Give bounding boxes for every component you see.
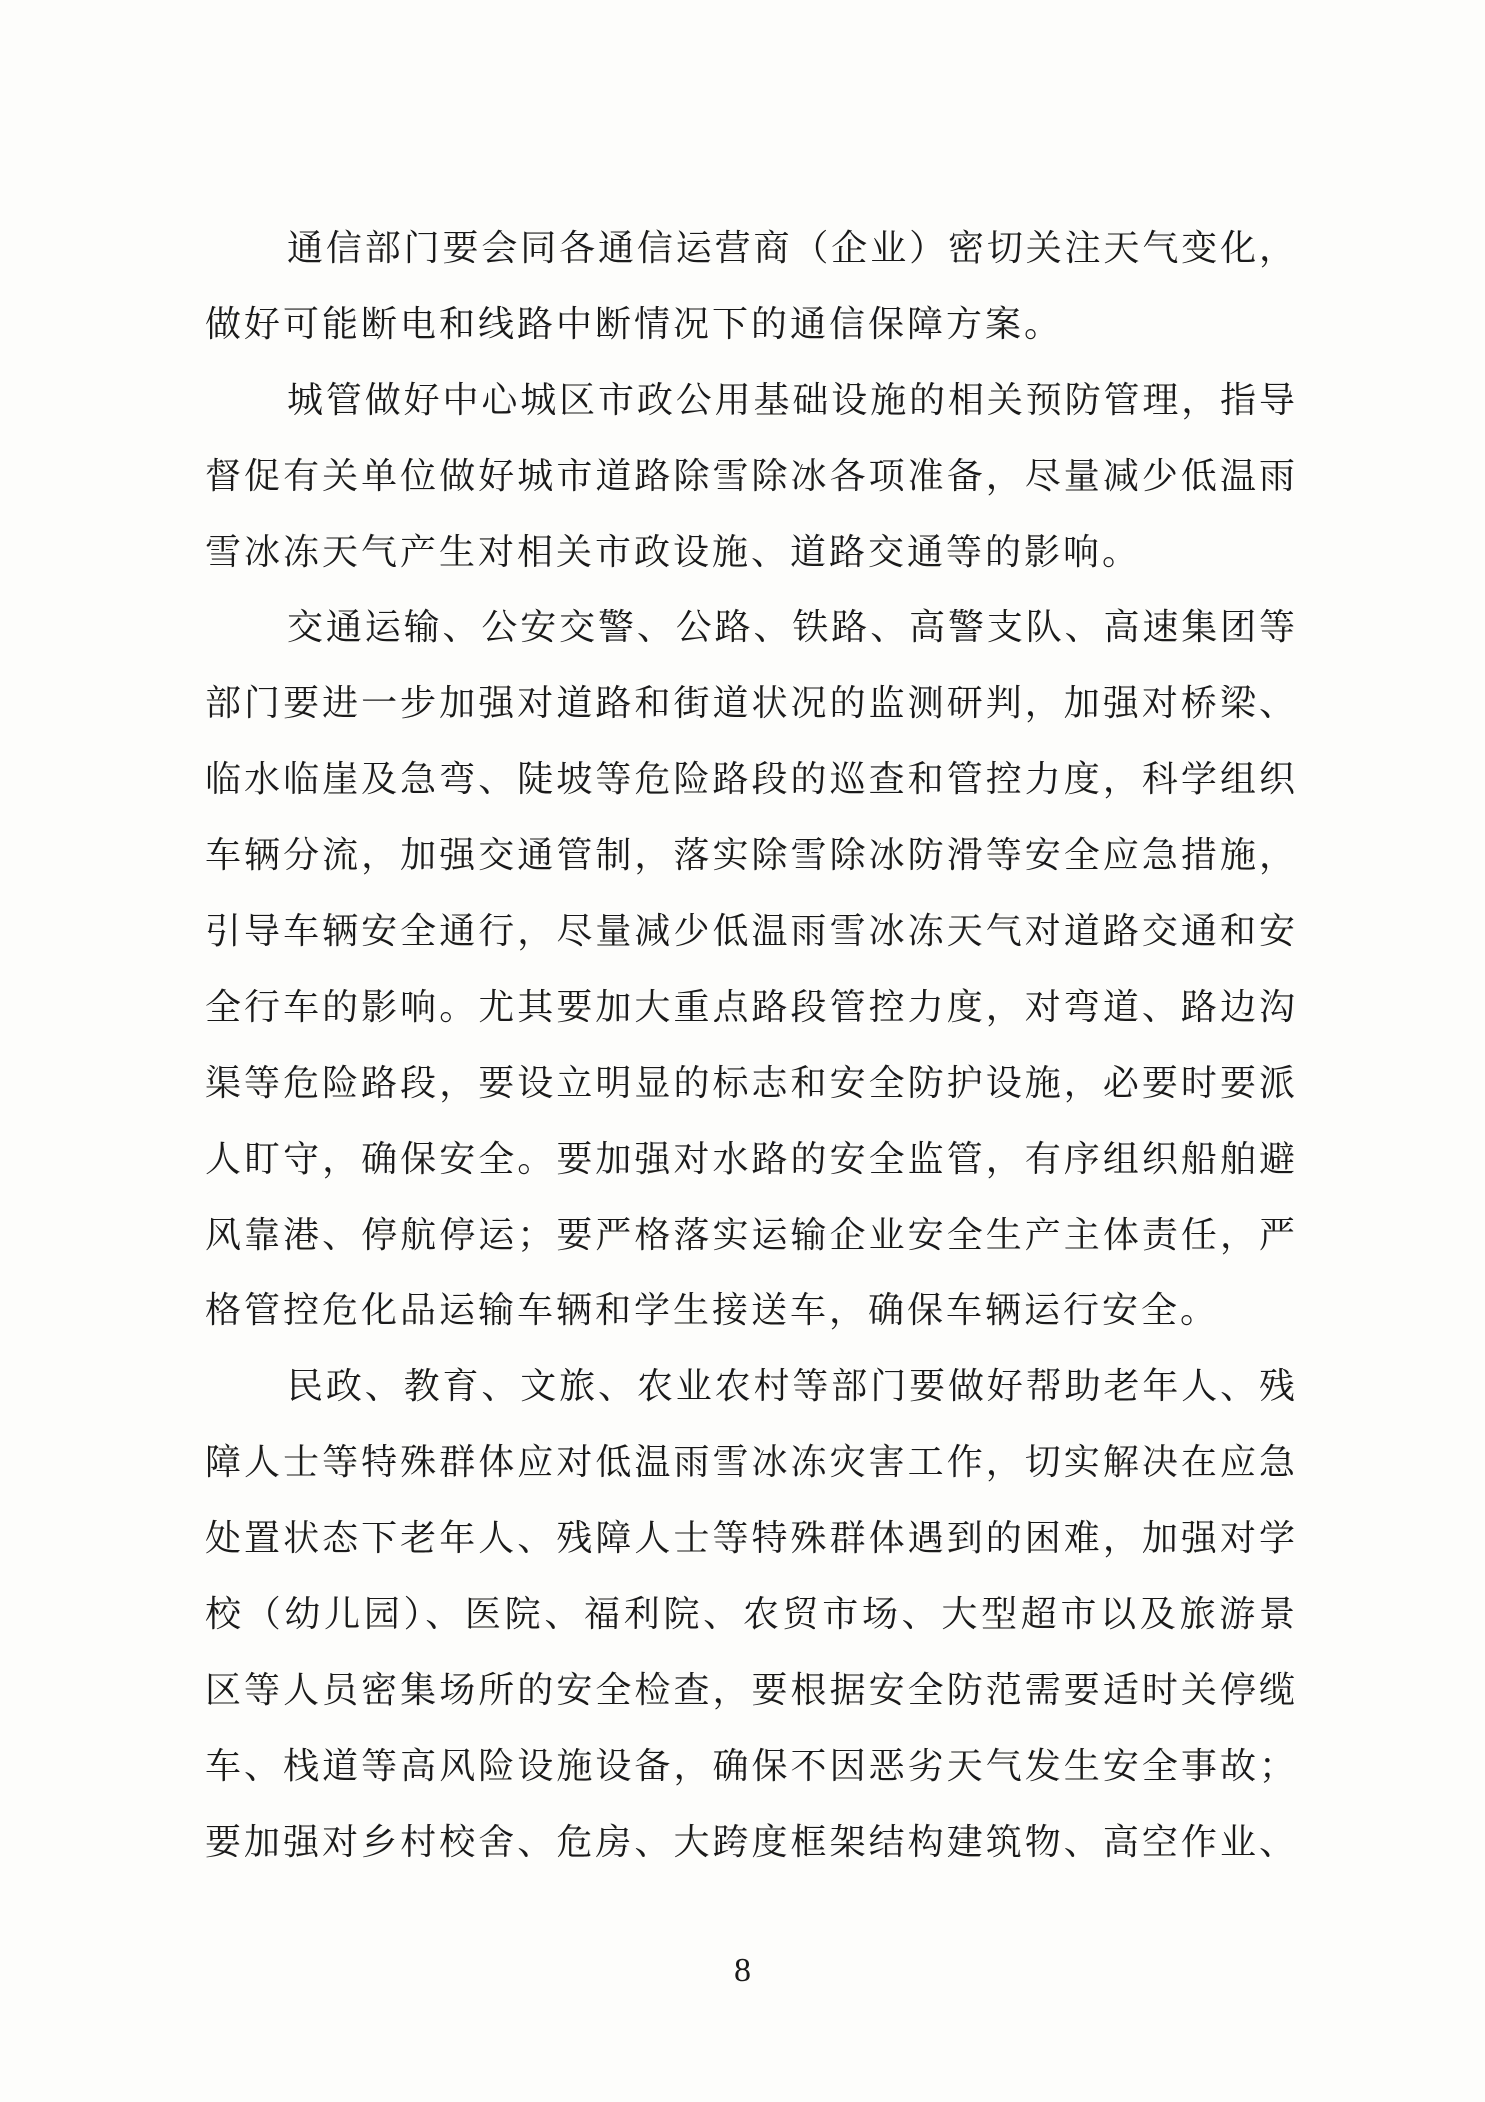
text-line: 临水临崖及急弯、陡坡等危险路段的巡查和管控力度，科学组织 <box>205 759 1295 801</box>
paragraph-communications <box>205 211 1295 363</box>
text-line: 通信部门要会同各通信运营商（企业）密切关注天气变化， <box>287 228 1295 269</box>
text-line: 人盯守，确保安全。要加强对水路的安全监管，有序组织船舶避 <box>205 1138 1295 1180</box>
text-line: 引导车辆安全通行，尽量减少低温雨雪冰冻天气对道路交通和安 <box>205 911 1295 953</box>
text-line: 区等人员密集场所的安全检查，要根据安全防范需要适时关停缆 <box>205 1669 1295 1711</box>
text-line: 督促有关单位做好城市道路除雪除冰各项准备，尽量减少低温雨 <box>205 455 1295 497</box>
text-line: 交通运输、公安交警、公路、铁路、高警支队、高速集团等 <box>287 607 1295 649</box>
paragraph-transportation <box>205 590 1295 1349</box>
paragraph-civil-affairs <box>205 1349 1295 1880</box>
text-line: 城管做好中心城区市政公用基础设施的相关预防管理，指导 <box>287 379 1295 421</box>
text-line: 雪冰冻天气产生对相关市政设施、道路交通等的影响。 <box>205 531 1142 573</box>
text-line: 部门要进一步加强对道路和街道状况的监测研判，加强对桥梁、 <box>205 683 1295 725</box>
text-line: 校（幼儿园）、医院、福利院、农贸市场、大型超市以及旅游景 <box>205 1594 1295 1636</box>
text-line: 格管控危化品运输车辆和学生接送车，确保车辆运行安全。 <box>205 1290 1220 1332</box>
text-line: 民政、教育、文旅、农业农村等部门要做好帮助老年人、残 <box>287 1366 1295 1408</box>
text-line: 做好可能断电和线路中断情况下的通信保障方案。 <box>205 303 1064 345</box>
text-line: 障人士等特殊群体应对低温雨雪冰冻灾害工作，切实解决在应急 <box>205 1442 1295 1484</box>
text-line: 渠等危险路段，要设立明显的标志和安全防护设施，必要时要派 <box>205 1062 1295 1104</box>
page-number: 8 <box>734 1952 751 1989</box>
text-line: 车、栈道等高风险设施设备，确保不因恶劣天气发生安全事故； <box>205 1745 1295 1787</box>
text-line: 全行车的影响。尤其要加大重点路段管控力度，对弯道、路边沟 <box>205 986 1295 1028</box>
text-line: 处置状态下老年人、残障人士等特殊群体遇到的困难，加强对学 <box>205 1518 1295 1560</box>
text-line: 车辆分流，加强交通管制，落实除雪除冰防滑等安全应急措施， <box>205 835 1295 877</box>
document-body <box>205 211 1295 1881</box>
text-line: 风靠港、停航停运；要严格落实运输企业安全生产主体责任，严 <box>205 1214 1295 1256</box>
text-line: 要加强对乡村校舍、危房、大跨度框架结构建筑物、高空作业、 <box>205 1821 1295 1863</box>
paragraph-urban-management <box>205 363 1295 591</box>
